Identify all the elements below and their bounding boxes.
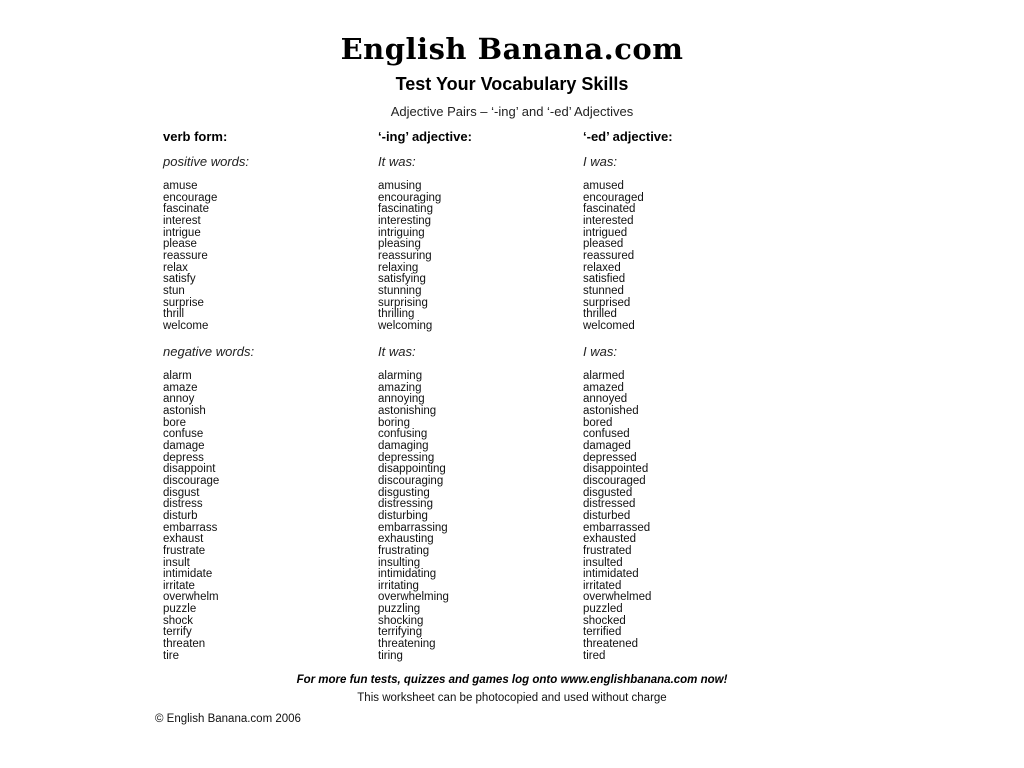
word-list-item: amused — [583, 180, 624, 192]
word-list-item: reassure — [163, 249, 208, 262]
word-list-item: relaxed — [583, 261, 621, 274]
word-list-item: boring — [378, 416, 410, 429]
word-list-item: overwhelmed — [583, 591, 652, 604]
word-list-item: irritate — [163, 579, 195, 592]
word-list-item: distressing — [378, 498, 433, 511]
word-list-item: puzzled — [583, 603, 623, 616]
word-list-item: damage — [163, 439, 205, 452]
word-list-item: satisfy — [163, 273, 196, 286]
word-list-item: reassured — [583, 249, 635, 262]
word-list-item: embarrassing — [378, 521, 448, 534]
word-list-item: terrify — [163, 626, 192, 639]
word-list-item: relaxing — [378, 261, 419, 274]
section-positive-ed-label: I was: — [583, 154, 617, 169]
word-list-item: disappointing — [378, 463, 446, 476]
word-list-item: astonished — [583, 404, 639, 417]
word-list-item: intimidating — [378, 568, 437, 581]
word-list-item: disgusting — [378, 486, 430, 499]
word-list-item: amaze — [163, 381, 198, 394]
word-list-item: interested — [583, 214, 634, 227]
word-list-item: reassuring — [378, 249, 432, 262]
word-list-item: encourage — [163, 191, 218, 204]
word-list-item: welcoming — [378, 319, 433, 332]
word-list-item: disgust — [163, 486, 200, 499]
word-list-item: interesting — [378, 214, 432, 227]
word-list-item: embarrassed — [583, 521, 651, 534]
word-list-item: amazing — [378, 381, 422, 394]
word-list-item: welcome — [163, 319, 209, 332]
word-list-item: alarm — [163, 370, 192, 382]
word-list-item: terrified — [583, 626, 622, 639]
word-list-item: pleased — [583, 238, 624, 251]
word-list-item: stunning — [378, 284, 422, 297]
word-list-item: intimidated — [583, 568, 639, 581]
word-list-item: bore — [163, 416, 187, 429]
word-list-item: stunned — [583, 284, 624, 297]
word-list-item: depress — [163, 451, 204, 464]
word-list-item: intriguing — [378, 226, 425, 239]
footer-note: This worksheet can be photocopied and used without charge — [357, 692, 667, 704]
word-list-item: puzzle — [163, 603, 197, 616]
word-list-item: alarming — [378, 370, 423, 382]
word-list-item: annoyed — [583, 393, 628, 406]
word-list-item: threatened — [583, 638, 638, 651]
word-list-item: discourage — [163, 474, 220, 487]
section-negative-label: negative words: — [163, 344, 255, 359]
word-list-item: disappoint — [163, 463, 216, 476]
word-list-item: satisfied — [583, 273, 626, 286]
word-list-item: insult — [163, 556, 190, 569]
negative-verb-list — [163, 371, 363, 662]
word-list-item: surprise — [163, 296, 204, 309]
positive-ing-list — [378, 181, 578, 333]
word-list-item: irritating — [378, 579, 419, 592]
word-list-item: frustrated — [583, 544, 632, 557]
word-list-item: tire — [163, 649, 179, 662]
section-positive-ing-label: It was: — [378, 154, 416, 169]
word-list-item: amuse — [163, 180, 198, 192]
word-list-item: intrigued — [583, 226, 628, 239]
word-list-item: depressed — [583, 451, 637, 464]
word-list-item: overwhelm — [163, 591, 219, 604]
word-list-item: alarmed — [583, 370, 625, 382]
header-ing-adjective: ‘-ing’ adjective: — [378, 129, 472, 144]
word-list-item: intimidate — [163, 568, 213, 581]
section-negative-ing-label: It was: — [378, 344, 416, 359]
word-list-item: shocking — [378, 614, 424, 627]
word-list-item: amazed — [583, 381, 624, 394]
word-list-item: threaten — [163, 638, 206, 651]
word-list-item: fascinating — [378, 203, 433, 216]
word-list-item: disgusted — [583, 486, 633, 499]
word-list-item: frustrate — [163, 544, 206, 557]
word-list-item: disturb — [163, 509, 198, 522]
word-list-item: intrigue — [163, 226, 201, 239]
word-list-item: disturbed — [583, 509, 631, 522]
word-list-item: disappointed — [583, 463, 649, 476]
word-list-item: thrill — [163, 308, 185, 321]
word-list-item: annoy — [163, 393, 195, 406]
word-list-item: relax — [163, 261, 188, 274]
word-list-item: distressed — [583, 498, 636, 511]
negative-ing-list — [378, 371, 578, 662]
word-list-item: terrifying — [378, 626, 423, 639]
positive-verb-list — [163, 181, 363, 333]
word-list-item: astonish — [163, 404, 206, 417]
word-list-item: exhaust — [163, 533, 204, 546]
word-list-item: tiring — [378, 649, 403, 662]
word-list-item: overwhelming — [378, 591, 449, 604]
footer-copyright: © English Banana.com 2006 — [155, 713, 301, 725]
word-list-item: annoying — [378, 393, 425, 406]
word-list-item: fascinated — [583, 203, 636, 216]
word-list-item: shocked — [583, 614, 626, 627]
word-list-item: tired — [583, 649, 606, 662]
word-list-item: disturbing — [378, 509, 428, 522]
word-list-item: depressing — [378, 451, 435, 464]
word-list-item: frustrating — [378, 544, 430, 557]
section-negative-ed-label: I was: — [583, 344, 617, 359]
word-list-item: welcomed — [583, 319, 635, 332]
word-list-item: damaging — [378, 439, 429, 452]
word-list-item: insulted — [583, 556, 623, 569]
page-title: Test Your Vocabulary Skills — [395, 74, 629, 94]
word-list-item: bored — [583, 416, 613, 429]
word-list-item: discouraged — [583, 474, 646, 487]
word-list-item: surprising — [378, 296, 428, 309]
word-list-item: thrilled — [583, 308, 617, 321]
word-list-item: satisfying — [378, 273, 426, 286]
word-list-item: astonishing — [378, 404, 437, 417]
word-list-item: thrilling — [378, 308, 415, 321]
negative-ed-list — [583, 371, 783, 662]
word-list-item: distress — [163, 498, 203, 511]
word-list-item: encouraged — [583, 191, 644, 204]
word-list-item: irritated — [583, 579, 622, 592]
word-list-item: confuse — [163, 428, 204, 441]
word-list-item: pleasing — [378, 238, 421, 251]
brand-logo: English Banana.com — [340, 32, 684, 66]
word-list-item: insulting — [378, 556, 421, 569]
word-list-item: amusing — [378, 180, 422, 192]
header-verb-form: verb form: — [163, 129, 228, 144]
positive-ed-list — [583, 181, 783, 333]
word-list-item: confused — [583, 428, 630, 441]
word-list-item: confusing — [378, 428, 428, 441]
word-list-item: threatening — [378, 638, 436, 651]
word-list-item: interest — [163, 214, 201, 227]
word-list-item: discouraging — [378, 474, 444, 487]
page-subtitle: Adjective Pairs – ‘-ing’ and ‘-ed’ Adjectives — [390, 104, 634, 119]
word-list-item: stun — [163, 284, 185, 297]
word-list-item: surprised — [583, 296, 631, 309]
word-list-item: please — [163, 238, 197, 251]
word-list-item: exhausted — [583, 533, 637, 546]
word-list-item: fascinate — [163, 203, 210, 216]
word-list-item: exhausting — [378, 533, 434, 546]
word-list-item: puzzling — [378, 603, 421, 616]
word-list-item: shock — [163, 614, 194, 627]
word-list-item: encouraging — [378, 191, 442, 204]
word-list-item: embarrass — [163, 521, 218, 534]
word-list-item: damaged — [583, 439, 631, 452]
section-positive-label: positive words: — [163, 154, 249, 169]
header-ed-adjective: ‘-ed’ adjective: — [583, 129, 673, 144]
footer-promo: For more fun tests, quizzes and games log onto www.englishbanana.com now! — [296, 674, 728, 686]
